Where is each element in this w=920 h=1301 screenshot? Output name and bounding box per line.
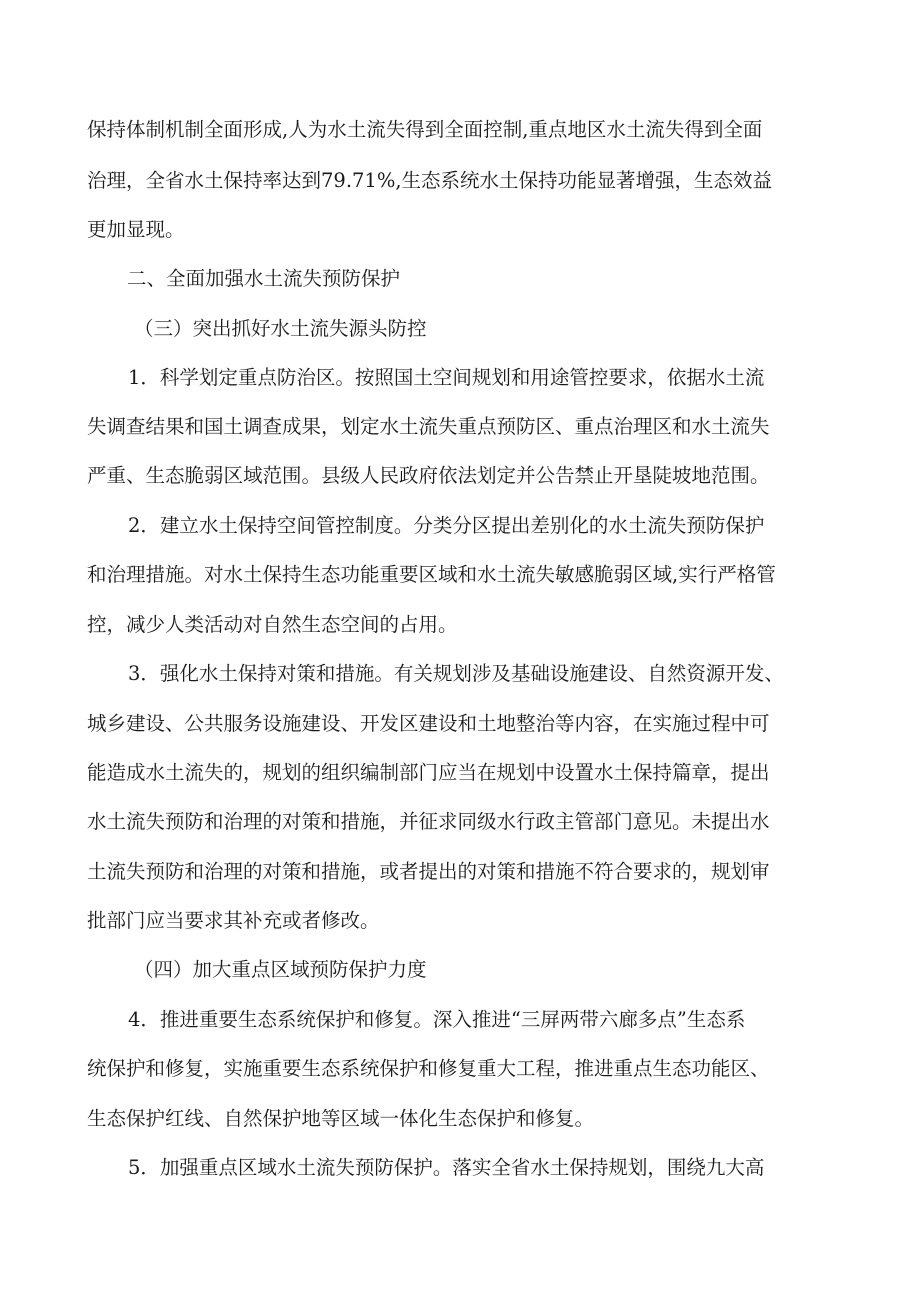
text-line: 水土流失预防和治理的对策和措施，并征求同级水行政主管部门意见。未提出水 [87,810,770,833]
text-line: 5．加强重点区域水土流失预防保护。落实全省水土保持规划，围绕九大高 [128,1156,765,1179]
text-line: 2．建立水土保持空间管控制度。分类分区提出差别化的水土流失预防保护 [128,514,765,537]
text-line: 批部门应当要求其补充或者修改。 [87,909,380,932]
text-line: 更加显现。 [87,218,185,241]
subsection-heading: （三）突出抓好水土流失源头防控 [134,317,427,340]
text-line: 严重、生态脆弱区域范围。县级人民政府依法划定并公告禁止开垦陡坡地范围。 [87,464,770,487]
text-line: 4．推进重要生态系统保护和修复。深入推进“三屏两带六廊多点”生态系 [128,1008,746,1031]
text-line: 城乡建设、公共服务设施建设、开发区建设和土地整治等内容，在实施过程中可 [87,712,770,735]
text-line: 和治理措施。对水土保持生态功能重要区域和水土流失敏感脆弱区域,实行严格管 [87,563,776,586]
text-line: 1．科学划定重点防治区。按照国土空间规划和用途管控要求，依据水土流 [128,366,765,389]
text-line: 统保护和修复，实施重要生态系统保护和修复重大工程，推进重点生态功能区、 [87,1057,770,1080]
text-line: 保持体制机制全面形成,人为水土流失得到全面控制,重点地区水土流失得到全面 [87,118,763,141]
section-heading: 二、全面加强水土流失预防保护 [127,267,401,290]
subsection-heading: （四）加大重点区域预防保护力度 [134,958,427,981]
text-line: 土流失预防和治理的对策和措施，或者提出的对策和措施不符合要求的，规划审 [87,860,770,883]
text-line: 生态保护红线、自然保护地等区域一体化生态保护和修复。 [87,1107,595,1130]
text-line: 3．强化水土保持对策和措施。有关规划涉及基础设施建设、自然资源开发、 [128,662,784,685]
text-line: 失调查结果和国土调查成果，划定水土流失重点预防区、重点治理区和水土流失 [87,415,770,438]
text-line: 治理，全省水土保持率达到79.71%,生态系统水土保持功能显著增强，生态效益 [87,169,773,192]
text-line: 控，减少人类活动对自然生态空间的占用。 [87,613,458,636]
text-line: 能造成水土流失的，规划的组织编制部门应当在规划中设置水土保持篇章，提出 [87,761,770,784]
